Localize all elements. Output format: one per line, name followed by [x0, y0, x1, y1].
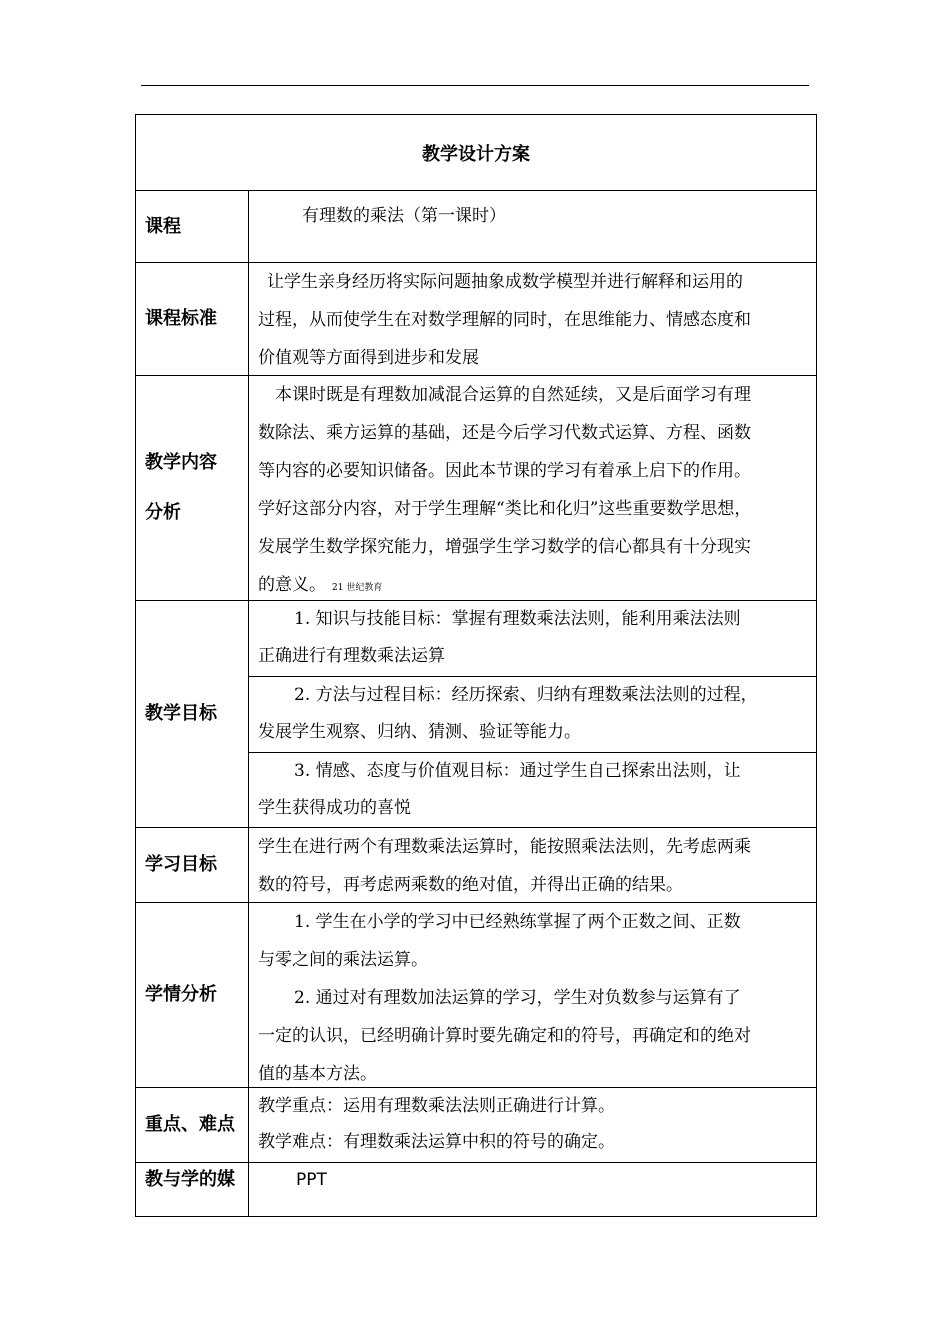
student-line: 值的基本方法。: [258, 1064, 377, 1084]
row-value: [249, 191, 816, 262]
learning-line: 数的符号，再考虑两乘数的绝对值，并得出正确的结果。: [258, 875, 683, 895]
row-standard: [135, 263, 817, 376]
row-label: [136, 376, 249, 600]
row-label: 重点、难点: [136, 1088, 249, 1162]
row-label: 课程: [136, 191, 249, 262]
row-content-analysis: [135, 376, 817, 601]
label-line: 分析: [145, 502, 181, 523]
analysis-line: 数除法、乘方运算的基础，还是今后学习代数式运算、方程、函数: [258, 423, 751, 443]
row-value: [249, 828, 816, 902]
row-value: [249, 376, 816, 600]
key-point-line: 教学难点：有理数乘法运算中积的符号的确定。: [258, 1132, 615, 1152]
student-line: 2. 通过对有理数加法运算的学习，学生对负数参与运算有了: [294, 988, 741, 1008]
row-teaching-goals: [135, 601, 817, 828]
goal-item: 2. 方法与过程目标：经历探索、归纳有理数乘法法则的过程， 发展学生观察、归纳、猜测、验证等能力。: [249, 676, 816, 752]
row-label: 教与学的媒: [136, 1163, 249, 1216]
row-value: [249, 903, 816, 1087]
row-label: 教学目标: [136, 601, 249, 827]
analysis-line: 本课时既是有理数加减混合运算的自然延续，又是后面学习有理: [275, 385, 751, 405]
row-learning-goals: [135, 828, 817, 903]
row-value: [249, 1088, 816, 1162]
row-label: 学情分析: [136, 903, 249, 1087]
goal-item: 1. 知识与技能目标：掌握有理数乘法法则，能利用乘法法则 正确进行有理数乘法运算: [258, 609, 741, 666]
analysis-line: 的意义。: [258, 575, 326, 595]
analysis-line: 发展学生数学探究能力，增强学生学习数学的信心都具有十分现实: [258, 537, 751, 557]
learning-line: 学生在进行两个有理数乘法运算时，能按照乘法法则，先考虑两乘: [258, 837, 751, 857]
analysis-line: 等内容的必要知识储备。因此本节课的学习有着承上启下的作用。: [258, 461, 751, 481]
label-line: 教学内容: [145, 452, 217, 473]
row-label: 学习目标: [136, 828, 249, 902]
table-title: 教学设计方案: [135, 114, 817, 191]
standard-line: 过程，从而使学生在对数学理解的同时，在思维能力、情感态度和: [258, 310, 751, 330]
key-point-line: 教学重点：运用有理数乘法法则正确进行计算。: [258, 1096, 615, 1116]
student-line: 与零之间的乘法运算。: [258, 950, 428, 970]
row-key-points: [135, 1088, 817, 1163]
standard-line: 价值观等方面得到进步和发展: [258, 348, 479, 368]
watermark-text: 21 世纪教育: [332, 583, 383, 593]
row-value: [249, 263, 816, 375]
lesson-plan-table: [135, 114, 817, 1217]
analysis-line: 学好这部分内容，对于学生理解“类比和化归”这些重要数学思想，: [258, 499, 752, 519]
row-value: PPT: [296, 1170, 327, 1190]
student-line: 1. 学生在小学的学习中已经熟练掌握了两个正数之间、正数: [294, 912, 741, 932]
course-name: 有理数的乘法（第一课时）: [302, 206, 506, 226]
student-line: 一定的认识，已经明确计算时要先确定和的符号，再确定和的绝对: [258, 1026, 751, 1046]
row-student-analysis: [135, 903, 817, 1088]
row-value: [249, 601, 816, 827]
row-label: 课程标准: [136, 263, 249, 375]
standard-line: 让学生亲身经历将实际问题抽象成数学模型并进行解释和运用的: [267, 272, 743, 292]
header-rule: [141, 85, 809, 86]
goal-item: 3. 情感、态度与价值观目标：通过学生自己探索出法则，让 学生获得成功的喜悦: [249, 752, 816, 827]
row-media: [135, 1163, 817, 1217]
row-course: [135, 191, 817, 263]
